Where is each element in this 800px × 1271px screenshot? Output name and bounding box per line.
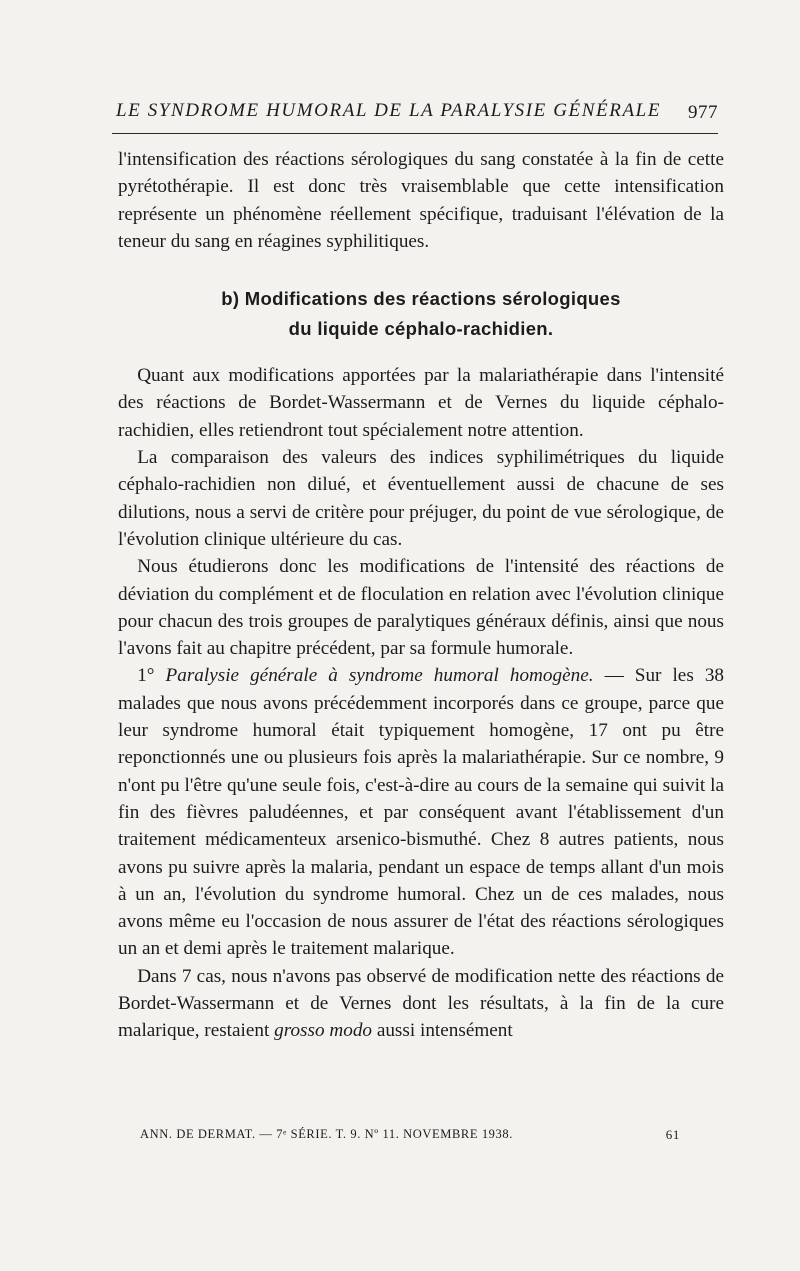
section-heading-line-1: b) Modifications des réactions sérologiques [221, 288, 621, 310]
paragraph-6-text-start: Dans 7 cas, nous n'avons pas observé de modification nette des réactions de Bordet-Wassermann et de Vernes dont les résultats, à la fin de la cure malarique, restaient [118, 965, 724, 1042]
section-heading-line-2: du liquide céphalo-rachidien. [288, 318, 554, 340]
paragraph-5 [118, 662, 724, 962]
header-rule [112, 133, 718, 134]
running-header [112, 98, 718, 126]
page-number: 977 [688, 102, 718, 123]
paragraph-2: Quant aux modifications apportées par la malariathérapie dans l'intensité des réactions de Bordet-Wassermann et de Vernes du liquide céphalo-rachidien, elles retiendront tout spécialement notre attention. [118, 365, 724, 441]
page-body [118, 146, 724, 1045]
section-heading [118, 284, 724, 344]
paragraph-5-number: 1° [137, 665, 155, 687]
paragraph-6-italic: grosso modo [274, 1020, 373, 1042]
running-title: LE SYNDROME HUMORAL DE LA PARALYSIE GÉNÉRALE [116, 100, 662, 121]
paragraph-4: Nous étudierons donc les modifications de l'intensité des réactions de déviation du complément et de floculation en relation avec l'évolution clinique pour chacun des trois groupes de paralytiques généraux définis, ainsi que nous l'avons fait au chapitre précédent, par sa formule humorale. [118, 556, 724, 660]
paragraph-5-subheading: Paralysie générale à syndrome humoral homogène. [165, 665, 594, 687]
paragraph-3: La comparaison des valeurs des indices syphilimétriques du liquide céphalo-rachidien non dilué, et éventuellement aussi de chacune de ses dilutions, nous a servi de critère pour préjuger, du point de vue sérologique, de l'évolution clinique ultérieure du cas. [118, 447, 724, 550]
journal-reference: ANN. DE DERMAT. — 7ᵉ SÉRIE. T. 9. Nº 11. NOVEMBRE 1938. [140, 1127, 513, 1141]
paragraph-6 [118, 963, 724, 1045]
paragraph-1: l'intensification des réactions sérologiques du sang constatée à la fin de cette pyrétothérapie. Il est donc très vraisemblable que cette intensification représente un phénomène réellement spécifique, traduisant l'élévation de la teneur du sang en réagines syphilitiques. [118, 149, 724, 252]
signature-mark: 61 [665, 1127, 680, 1142]
page-footer [140, 1127, 680, 1149]
paragraph-5-text: — Sur les 38 malades que nous avons précédemment incorporés dans ce groupe, parce que leur syndrome humoral était typiquement homogène, 17 ont pu être reponctionnés une ou plusieurs fois après la malariathérapie. Sur ce nombre, 9 n'ont pu l'être qu'une seule fois, c'est-à-dire au cours de la semaine qui suivit la fin des fièvres paludéennes, et par conséquent avant l'établissement d'un traitement médicamenteux arsenico-bismuthé. Chez 8 autres patients, nous avons pu suivre après la malaria, pendant un espace de temps allant d'un mois à un an, l'évolution du syndrome humoral. Chez un de ces malades, nous avons même eu l'occasion de nous assurer de l'état des réactions sérologiques un an et demi après le traitement malarique. [118, 665, 725, 960]
paragraph-6-text-end: aussi intensément [372, 1020, 513, 1042]
